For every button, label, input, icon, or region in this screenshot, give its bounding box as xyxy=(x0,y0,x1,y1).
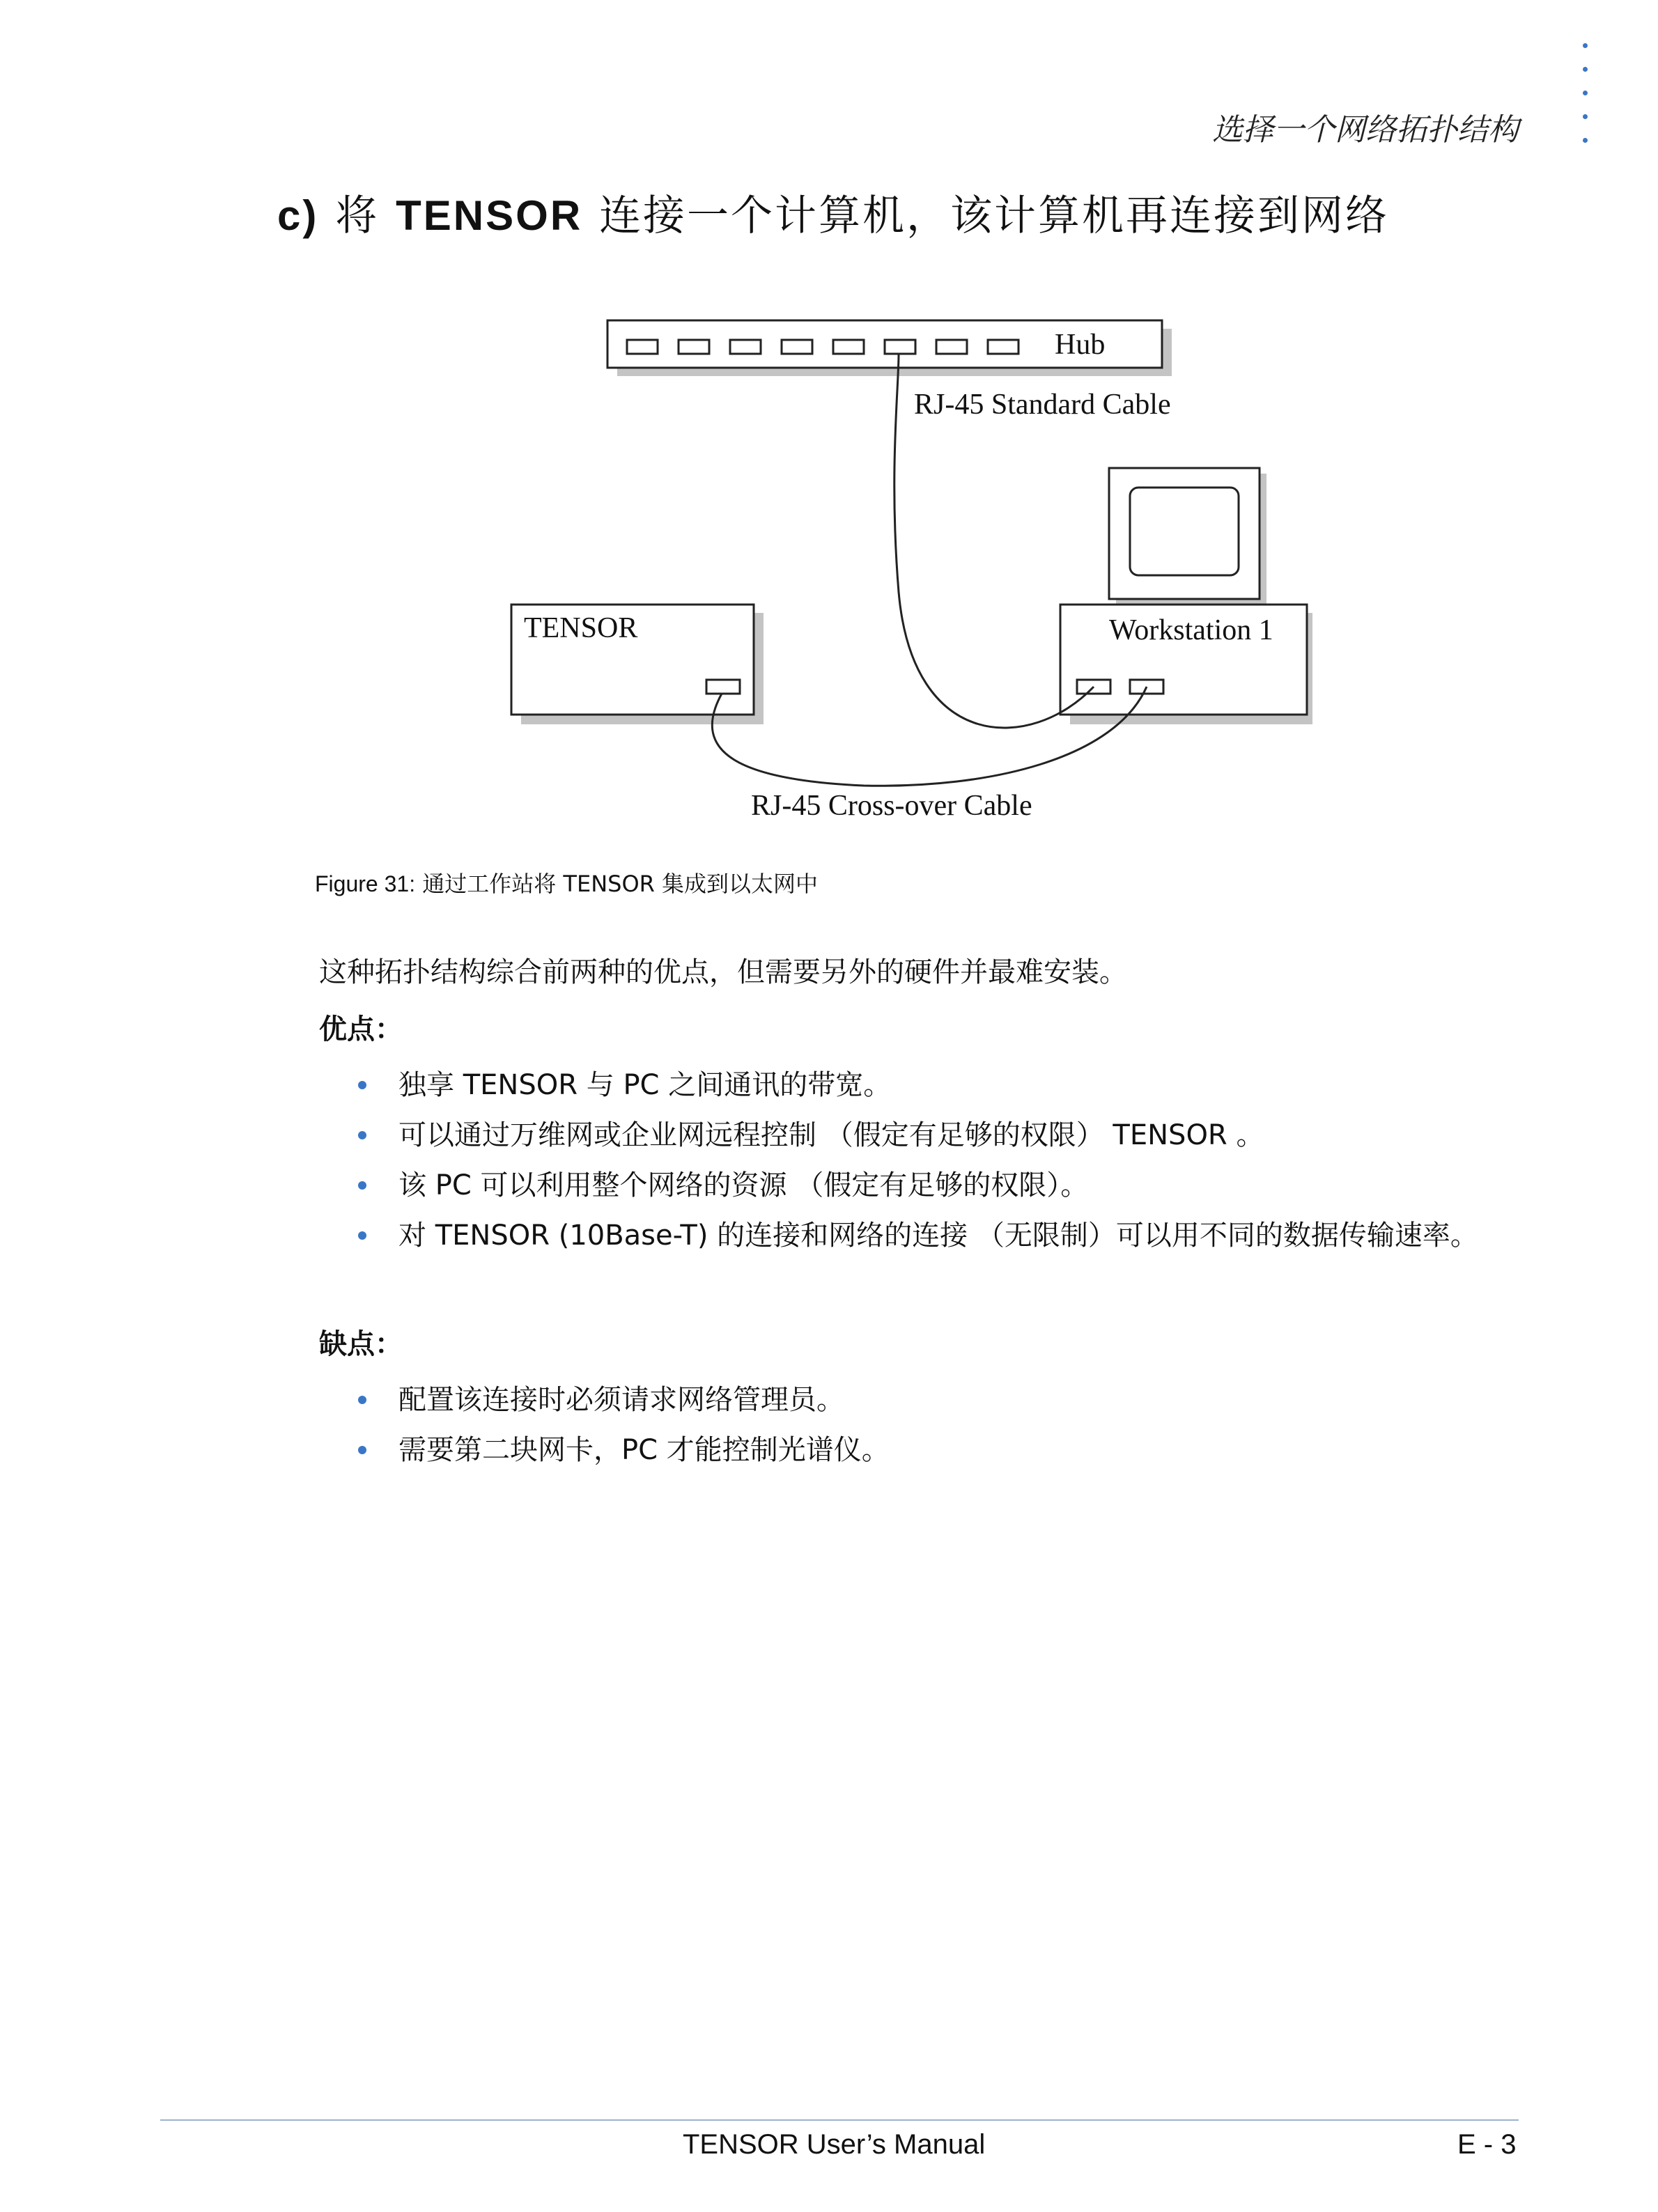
figure-caption xyxy=(315,866,818,898)
footer-divider xyxy=(160,2119,1519,2121)
network-diagram xyxy=(0,0,1658,850)
disadvantages-heading: 缺点： xyxy=(319,1328,403,1360)
list-item: 该 PC 可以利用整个网络的资源 （假定有足够的权限）。 xyxy=(398,1165,1527,1206)
list-item: 可以通过万维网或企业网远程控制 （假定有足够的权限） TENSOR 。 xyxy=(398,1114,1527,1156)
figure-number: Figure 31: xyxy=(315,871,416,896)
section-heading-pre: 将 xyxy=(335,192,380,240)
section-heading-product: TENSOR xyxy=(396,192,583,239)
tensor-device xyxy=(511,605,764,724)
monitor-icon xyxy=(1109,468,1266,605)
hub-device xyxy=(607,320,1172,376)
hub-label: Hub xyxy=(1055,329,1106,361)
tensor-port xyxy=(706,680,740,694)
section-label: c) xyxy=(277,192,319,239)
tensor-label: TENSOR xyxy=(524,612,638,644)
figure-caption-text: 通过工作站将 TENSOR 集成到以太网中 xyxy=(422,871,819,897)
list-item: 配置该连接时必须请求网络管理员。 xyxy=(398,1379,1527,1421)
list-item: 需要第二块网卡，PC 才能控制光谱仪。 xyxy=(398,1429,1527,1471)
advantages-heading: 优点： xyxy=(319,1013,403,1045)
footer-manual-title: TENSOR User’s Manual xyxy=(683,2129,986,2160)
intro-paragraph: 这种拓扑结构综合前两种的优点，但需要另外的硬件并最难安装。 xyxy=(319,956,1127,988)
page-number: E - 3 xyxy=(1457,2129,1517,2160)
running-header: 选择一个网络拓扑结构 xyxy=(1212,112,1519,148)
crossover-cable-label: RJ-45 Cross-over Cable xyxy=(751,790,1032,822)
list-item: 独享 TENSOR 与 PC 之间通讯的带宽。 xyxy=(398,1064,1527,1106)
section-heading-post: 连接一个计算机，该计算机再连接到网络 xyxy=(599,192,1390,240)
list-item: 对 TENSOR (10Base-T) 的连接和网络的连接 （无限制）可以用不同的数据传输速率。 xyxy=(398,1215,1527,1256)
workstation-device xyxy=(1060,605,1312,724)
workstation-label: Workstation 1 xyxy=(1109,614,1273,646)
standard-cable-label: RJ-45 Standard Cable xyxy=(914,389,1171,421)
